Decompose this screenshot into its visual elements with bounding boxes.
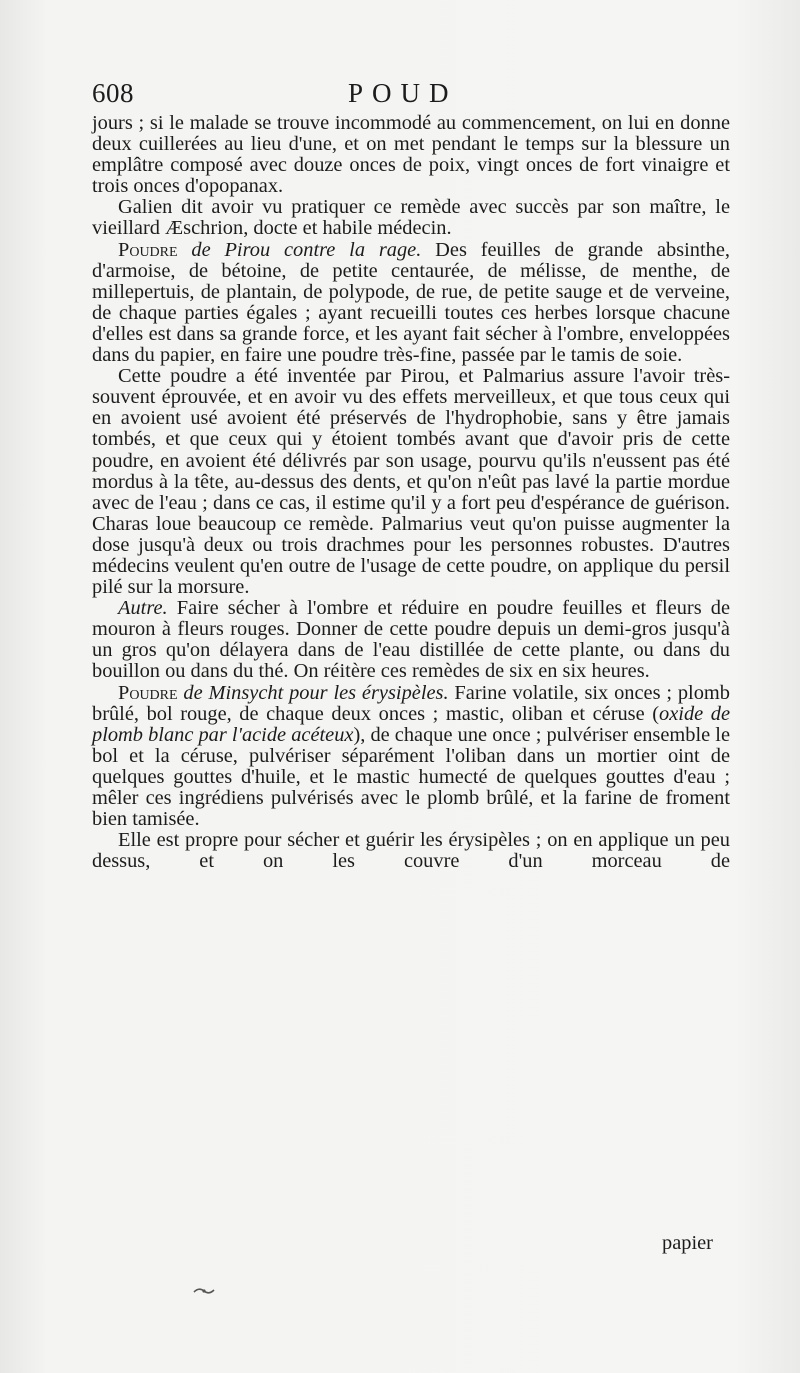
body-text <box>92 113 730 872</box>
entry-autre <box>92 598 730 682</box>
entry-lead-word: Poudre <box>118 238 178 261</box>
entry-text-cont: ), de chaque une once ; pulvériser ensemble le bol et la céruse, pulvériser séparément l'oliban dans un mortier oint de quelques gouttes d'huile, et le mastic humecté de quelques gouttes d'eau ; mêler ces ingrédiens pulvérisés avec le plomb brûlé, et la farine de froment bien tamisée. <box>92 723 731 831</box>
printer-ornament-icon <box>193 1285 215 1301</box>
paragraph-continuation: jours ; si le malade se trouve incommodé au commencement, on lui en donne deux cuillerées au lieu d'une, et on met pendant le temps sur la blessure un emplâtre composé avec douze onces de poix, vingt onces de fort vinaigre et trois onces d'opopanax. <box>92 112 730 198</box>
paragraph-galien: Galien dit avoir vu pratiquer ce remède avec succès par son maître, le vieillard Æschrion, docte et habile médecin. <box>92 196 730 240</box>
page-header <box>92 78 732 112</box>
entry-text: Faire sécher à l'ombre et réduire en poudre feuilles et fleurs de mouron à fleurs rouges. Donner de cette poudre depuis un demi-gros jusqu'à un gros qu'on délayera dans de l'eau distillée de cette plante, ou dans du bouillon ou dans du thé. On réitère ces remèdes de six en six heures. <box>92 597 730 683</box>
entry-title: de Pirou contre la rage. <box>191 238 422 261</box>
running-head: POUD <box>348 78 458 108</box>
entry-title: de Minsycht pour les érysipèles. <box>183 681 449 704</box>
entry-lead-word: Poudre <box>118 681 178 704</box>
entry-text: Des feuilles de grande absinthe, d'armoise, de bétoine, de petite centaurée, de mélisse, de menthe, de millepertuis, de plantain, de polypode, de rue, de petite sauge et de verveine, de chaque parties égales ; ayant recueilli toutes ces herbes lorsque chacune d'elles est dans sa grande force, et les ayant fait sécher à l'ombre, enveloppées dans du papier, en faire une poudre très-fine, passée par le tamis de soie. <box>92 238 730 367</box>
entry-poudre-minsycht <box>92 683 730 831</box>
page-number: 608 <box>92 78 134 108</box>
entry-text: Farine volatile, six onces ; plomb brûlé, bol rouge, de chaque deux onces ; mastic, oliban et céruse ( <box>92 681 730 725</box>
paragraph-palmarius: Cette poudre a été inventée par Pirou, et Palmarius assure l'avoir très-souvent éprouvée, et en avoir vu des effets merveilleux, et que tous ceux qui en avoient usé avoient été préservés de l'hydrophobie, sans y être jamais tombés, et que ceux qui y étoient tombés avant que d'avoir pris de cette poudre, en avoient été délivrés par son usage, pourvu qu'ils n'eussent pas été mordus à la tête, au-dessus des dents, et qu'on n'eût pas lavé la partie mordue avec de l'eau ; dans ce cas, il estime qu'il y a fort peu d'espérance de guérison. Charas loue beaucoup ce remède. Palmarius veut qu'on puisse augmenter la dose jusqu'à deux ou trois drachmes pour les personnes robustes. D'autres médecins veulent qu'en outre de l'usage de cette poudre, on applique du persil pilé sur la morsure. <box>92 365 730 599</box>
entry-poudre-pirou <box>92 240 730 367</box>
entry-title: Autre. <box>118 597 168 620</box>
entry-gloss: oxide de plomb blanc par l'acide acéteux <box>92 702 731 746</box>
catchword: papier <box>662 1232 713 1254</box>
paragraph-usage: Elle est propre pour sécher et guérir les érysipèles ; on en applique un peu dessus, et on les couvre d'un morceau de <box>92 829 730 873</box>
